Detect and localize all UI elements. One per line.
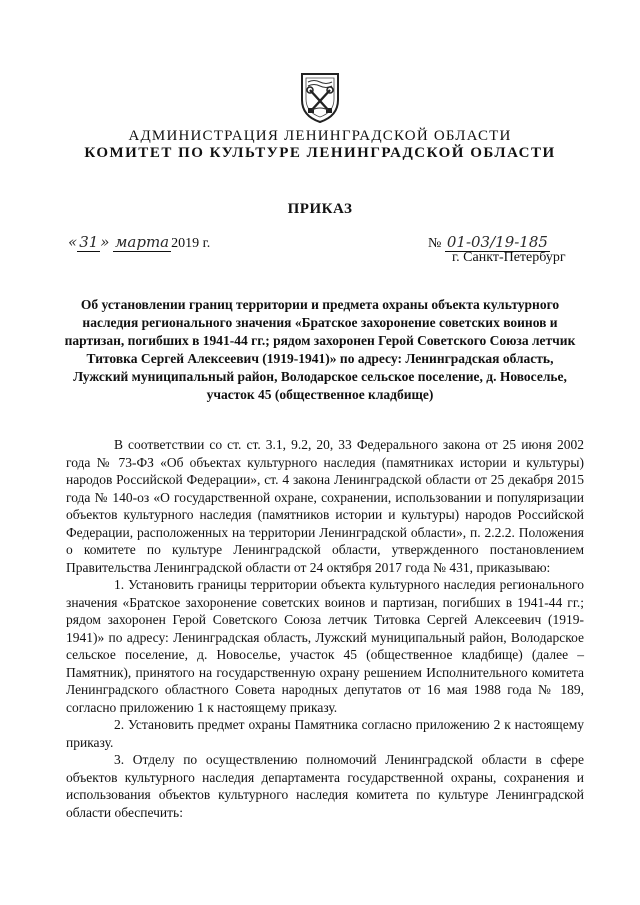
organization-name: АДМИНИСТРАЦИЯ ЛЕНИНГРАДСКОЙ ОБЛАСТИ — [128, 128, 512, 144]
number-prefix: № — [428, 236, 442, 251]
date-year: 2019 г. — [171, 236, 211, 251]
body-item-1: 1. Установить границы территории объекта культурного наследия регионального значения «Братское захоронение советских воинов и партизан, погибших в 1941-44 гг.; рядом захоронен Герой Советского Союза летчик Титовка Сергей Алексеевич (1919-1941)» по адресу: Ленинградская область, Лужский муниципальный район, Володарское сельское поселение, д. Новоселье, участок 45 (общественное кладбище) (далее – Памятник), принятого на государственную охрану решением Исполнительного комитета Ленинградского областного Совета народных депутатов от 16 мая 1988 года № 189, согласно приложению 1 к настоящему приказу. — [66, 577, 584, 715]
order-city: г. Санкт-Петербург — [452, 250, 566, 265]
date-day: 31 — [79, 233, 99, 251]
order-title: ПРИКАЗ — [287, 201, 353, 217]
order-subject: Об установлении границ территории и предмета охраны объекта культурного наследия регионального значения «Братское захоронение советских воинов и партизан, погибших в 1941-44 гг.; рядом захоронен Герой Советского Союза летчик Титовка Сергей Алексеевич (1919-1941)» по адресу: Ленинградская область, Лужский муниципальный район, Володарское сельское поселение, д. Новоселье, участок 45 (общественное кладбище) — [64, 297, 576, 402]
number-value: 01-03/19-185 — [446, 233, 548, 251]
committee-name: КОМИТЕТ ПО КУЛЬТУРЕ ЛЕНИНГРАДСКОЙ ОБЛАСТИ — [84, 145, 556, 161]
body-item-3: 3. Отделу по осуществлению полномочий Ленинградской области в сфере объектов культурного наследия департамента государственной охраны, сохранения и использования объектов культурного наследия комитета по культуре Ленинградской области обеспечить: — [66, 752, 584, 820]
order-date — [68, 233, 210, 252]
date-quote-open: « — [68, 233, 78, 251]
date-month: марта — [114, 233, 170, 251]
order-body — [66, 436, 584, 821]
body-intro: В соответствии со ст. ст. 3.1, 9.2, 20, 33 Федерального закона от 25 июня 2002 года № 73-ФЗ «Об объектах культурного наследия (памятниках истории и культуры) народов Российской Федерации», ст. 4 закона Ленинградской области от 25 декабря 2015 года № 140-оз «О государственной охране, сохранении, использовании и популяризации объектов культурного наследия (памятников истории и культуры) народов Российской Федерации, расположенных на территории Ленинградской области», п. 2.2.2. Положения о комитете по культуре Ленинградской области, утвержденного постановлением Правительства Ленинградской области от 24 октября 2017 года № 431, приказываю: — [66, 437, 584, 575]
body-item-2: 2. Установить предмет охраны Памятника согласно приложению 2 к настоящему приказу. — [66, 717, 584, 750]
coat-of-arms-icon — [298, 70, 342, 124]
date-quote-close: » — [100, 233, 110, 251]
